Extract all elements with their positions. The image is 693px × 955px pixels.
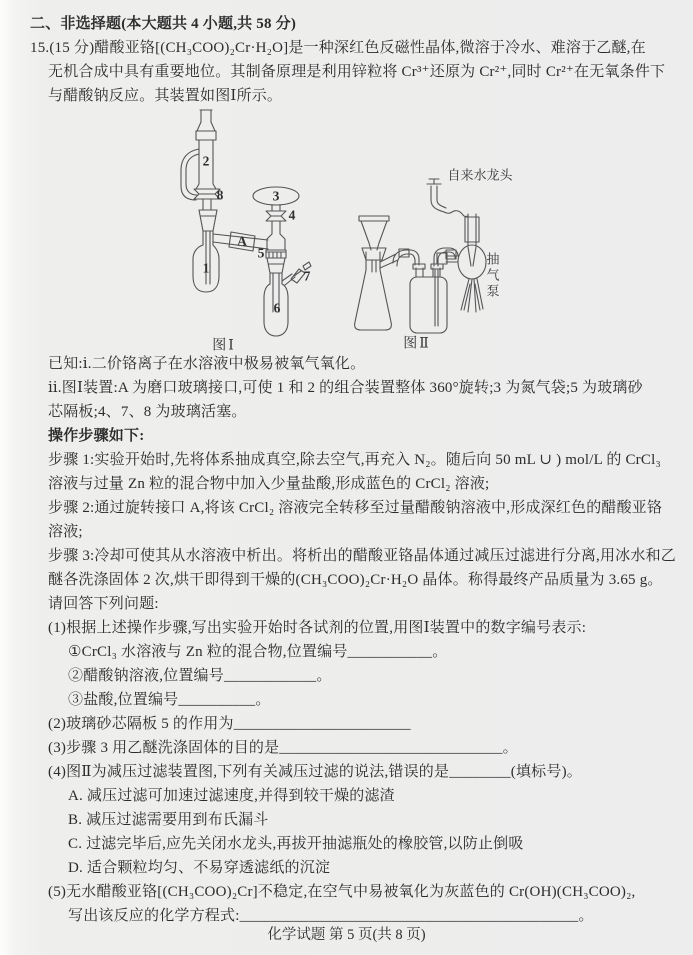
steps-header: 操作步骤如下: — [48, 428, 145, 444]
known-line-2: ⅱ.图Ⅰ装置:A 为磨口玻璃接口,可使 1 和 2 的组合装置整体 360°旋转;3 为氮气袋;5 为玻璃砂 — [48, 380, 643, 396]
figures-row — [30, 108, 665, 352]
sub3-line: (3)步骤 3 用乙醚洗涤固体的目的是_____________________________。 — [48, 740, 518, 756]
q15-intro-line-3: 与醋酸钠反应。其装置如图Ⅰ所示。 — [48, 88, 283, 104]
known-line-3: 芯隔板;4、7、8 为玻璃活塞。 — [48, 404, 247, 420]
figure1-caption: 图Ⅰ — [212, 338, 236, 354]
fig1-label-7: 7 — [303, 268, 311, 284]
side-loop-tube — [181, 149, 199, 200]
fig1-label-8: 8 — [216, 187, 224, 203]
sub1-item-1: ①CrCl₃ 水溶液与 Zn 粒的混合物,位置编号___________。 — [68, 644, 448, 660]
figure2-caption: 图Ⅱ — [403, 336, 431, 352]
hose-bottle-to-pump — [434, 248, 458, 266]
q15-intro-line-1: 15.(15 分)醋酸亚铬[(CH₃COO)₂Cr·H₂O]是一种深红色反磁性晶体,微溶于冷水、难溶于乙醚,在 — [30, 40, 646, 56]
water-tap — [427, 179, 468, 216]
junction-tube — [267, 221, 285, 250]
q15-intro-line-2: 无机合成中具有重要地位。其制备原理是利用锌粒将 Cr³⁺还原为 Cr²⁺,同时 Cr²⁺在无氧条件下 — [48, 64, 666, 80]
sub1-item-2: ②醋酸钠溶液,位置编号____________。 — [68, 668, 332, 684]
tap-water-label: 自来水龙头 — [447, 167, 513, 183]
step2-line-2: 溶液; — [48, 524, 83, 540]
page-footer: 化学试题 第 5 页(共 8 页) — [267, 927, 426, 943]
section-header: 二、非选择题(本大题共 4 小题,共 58 分) — [30, 16, 297, 32]
sub4-option-c: C. 过滤完毕后,应先关闭水龙头,再拔开抽滤瓶处的橡胶管,以防止倒吸 — [68, 836, 524, 852]
fig1-label-1: 1 — [202, 260, 210, 276]
fig1-label-4: 4 — [288, 207, 296, 223]
stopcock-4 — [266, 211, 286, 221]
fig1-label-6: 6 — [273, 300, 281, 316]
step1-line-2: 溶液与过量 Zn 粒的混合物中加入少量盐酸,形成蓝色的 CrCl₂ 溶液; — [48, 476, 490, 492]
aspirator-pump — [437, 214, 486, 312]
fig1-label-5: 5 — [257, 245, 265, 261]
answer-prompt: 请回答下列问题: — [48, 596, 159, 612]
sub4-option-a: A. 减压过滤可加速过滤速度,并得到较干燥的滤渣 — [68, 788, 395, 804]
hose-flask-to-bottle — [393, 249, 419, 266]
step3-line-1: 步骤 3:冷却可使其从水溶液中析出。将析出的醋酸亚铬晶体通过减压过滤进行分离,用冰水和乙 — [48, 548, 676, 564]
step1-line-1: 步骤 1:实验开始时,先将体系抽成真空,除去空气,再充入 N₂。随后向 50 mL ∪ ) mol/L 的 CrCl₃ — [48, 452, 661, 468]
sub2-line: (2)玻璃砂芯隔板 5 的作用为_______________________ — [48, 716, 411, 732]
top-ground-joint — [196, 110, 216, 140]
lower-joint — [267, 258, 285, 273]
safety-bottle — [410, 264, 447, 333]
sub5-line-1: (5)无水醋酸亚铬[(CH₃COO)₂Cr]不稳定,在空气中易被氧化为灰蓝色的 Cr(OH)(CH₃COO)₂, — [48, 884, 636, 900]
step2-line-1: 步骤 2:通过旋转接口 A,将该 CrCl₂ 溶液完全转移至过量醋酸钠溶液中,形成深红色的醋酸亚铬 — [48, 500, 663, 516]
sub4-option-d: D. 适合颗粒均匀、不易穿透滤纸的沉淀 — [68, 860, 331, 876]
glass-frit-5 — [266, 250, 286, 258]
sub5-line-2: 写出该反应的化学方程式:____________________________________________。 — [68, 908, 594, 924]
sub4-stem: (4)图Ⅱ为减压过滤装置图,下列有关减压过滤的说法,错误的是________(填标号)。 — [48, 764, 582, 780]
sub1-stem: (1)根据上述操作步骤,写出实验开始时各试剂的位置,用图Ⅰ装置中的数字编号表示: — [48, 620, 587, 636]
step3-line-2: 醚各洗涤固体 2 次,烘干即得到干燥的(CH₃COO)₂Cr·H₂O 晶体。称得最终产品质量为 3.65 g。 — [48, 572, 663, 588]
fig1-label-A: A — [237, 233, 247, 249]
suction-pump-label: 抽气泵 — [484, 252, 500, 300]
middle-joint — [199, 199, 217, 231]
known-line-1: 已知:ⅰ.二价铬离子在水溶液中极易被氧气氧化。 — [48, 356, 366, 372]
buchner-funnel — [359, 216, 389, 272]
fig1-label-3: 3 — [272, 188, 280, 204]
sub4-option-b: B. 减压过滤需要用到布氏漏斗 — [68, 812, 269, 828]
fig1-label-2: 2 — [202, 153, 210, 169]
figure1-apparatus-drawing — [160, 108, 340, 352]
figure2-filtration-drawing — [340, 108, 560, 352]
sub1-item-3: ③盐酸,位置编号__________。 — [68, 692, 271, 708]
